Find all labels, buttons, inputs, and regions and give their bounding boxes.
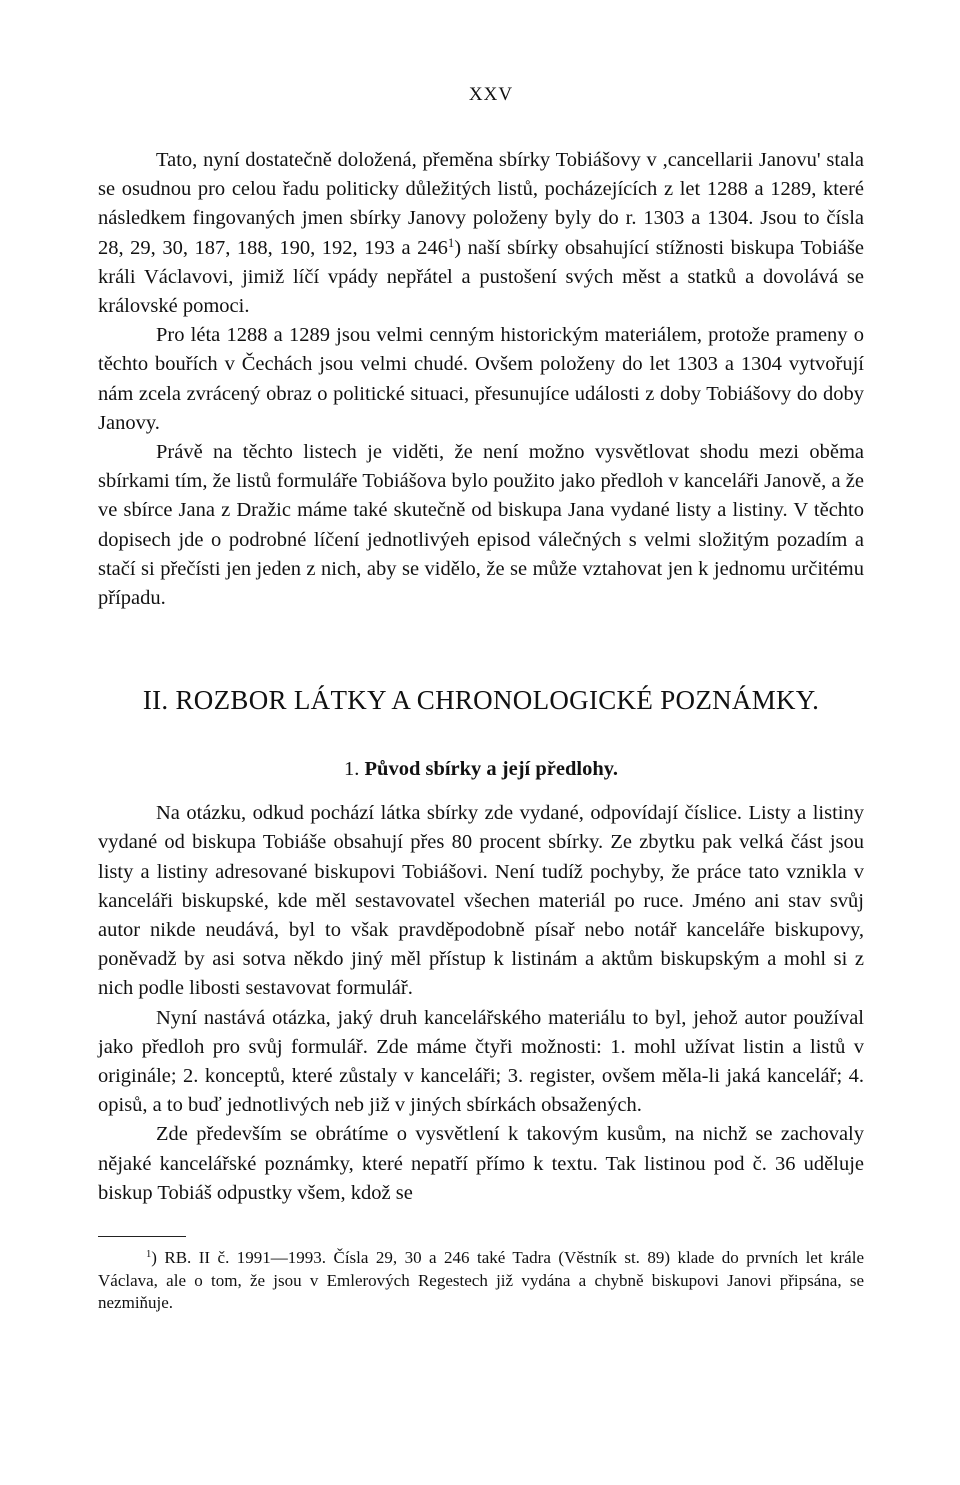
subsection-heading xyxy=(98,758,864,781)
page-number: XXV xyxy=(468,84,514,105)
paragraph-1-text-cont: ) naší sbírky obsahující stížnosti biskupa Tobiáše králi Václavovi, jimiž líčí vpády nepřátel a pustošení svých měst a statků a dovolává se královské pomoci. xyxy=(98,236,865,318)
footnote-separator xyxy=(98,1236,186,1237)
footnote-reference: 1 xyxy=(447,235,455,250)
footnote-mark: 1 xyxy=(146,1249,152,1261)
footnote-text: ) RB. II č. 1991—1993. Čísla 29, 30 a 246 také Tadra (Věstník st. 89) klade do prvních let krále Václava, ale o tom, že jsou v Emlerových Regestech již vydána a chybně biskupovi Janovi připsána, se nezmiňuje. xyxy=(98,1248,864,1313)
subsection-number: 1. xyxy=(344,758,360,781)
paragraph-1 xyxy=(98,146,864,321)
section-heading: II. ROZBOR LÁTKY A CHRONOLOGICKÉ POZNÁMKY. xyxy=(142,685,820,716)
paragraph-4: Na otázku, odkud pochází látka sbírky zde vydané, odpovídají číslice. Listy a listiny vydané od biskupa Tobiáše obsahují přes 80 procent sbírky. Ze zbytku pak velká část jsou listy a listiny adresované biskupovi Tobiášovi. Není tudíž pochyby, že práce tato vznikla v kanceláři biskupské, kde měl sestavovatel všechen materiál po ruce. Jméno ani stav svůj autor nikde neudává, byl to však pravděpodobně písař nebo notář kanceláře biskupovy, poněvadž by asi sotva někdo jiný měl přístup k listinám a aktům biskupským a mohl si z nich podle libosti sestavovat formulář. xyxy=(98,802,864,1000)
paragraph-1-text: Tato, nyní dostatečně doložená, přeměna sbírky Tobiášovy v ,cancellarii Janovu' stala se osudnou pro celou řadu politicky důležitých listů, pocházejících z let 1288 a 1289, které následkem fingovaných jmen sbírky Janovy položeny byly do r. 1303 a 1304. Jsou to čísla 28, 29, 30, 187, 188, 190, 192, 193 a 246 xyxy=(98,149,864,259)
subsection-title: Původ sbírky a její předlohy. xyxy=(364,758,618,781)
paragraph-3: Právě na těchto listech je viděti, že není možno vysvětlovat shodu mezi oběma sbírkami tím, že listů formuláře Tobiášova bylo použito jako předloh v kanceláři Janově, a že ve sbírce Jana z Dražic máme také skutečně od biskupa Jana vydané listy a listiny. V těchto dopisech jde o podrobné líčení jednotlivýeh episod válečných s velmi složitým pozadím a stačí si přečísti jen jeden z nich, aby se vidělo, že se může vztahovat jen k jednomu určitému případu. xyxy=(98,441,864,610)
footnote xyxy=(98,1247,864,1315)
paragraph-5: Nyní nastává otázka, jaký druh kancelářského materiálu to byl, jehož autor používal jako předloh pro svůj formulář. Zde máme čtyři možnosti: 1. mohl užívat listin a listů v originále; 2. konceptů, které zůstaly v kanceláři; 3. register, ovšem měla-li jaká kancelář; 4. opisů, a to buď jednotlivých neb již v jiných sbírkách obsažených. xyxy=(98,1006,864,1117)
paragraph-2: Pro léta 1288 a 1289 jsou velmi cenným historickým materiálem, protože prameny o těchto bouřích v Čechách jsou velmi chudé. Ovšem položeny do let 1303 a 1304 vytvořují nám zcela zvrácený obraz o politické situaci, přesunujíce události z doby Tobiášovy do doby Janovy. xyxy=(98,324,864,434)
paragraph-6: Zde především se obrátíme o vysvětlení k takovým kusům, na nichž se zachovaly nějaké kancelářské poznámky, které nepatří přímo k textu. Tak listinou pod č. 36 uděluje biskup Tobiáš odpustky všem, kdož se xyxy=(98,1123,864,1204)
document-page xyxy=(98,84,864,1315)
